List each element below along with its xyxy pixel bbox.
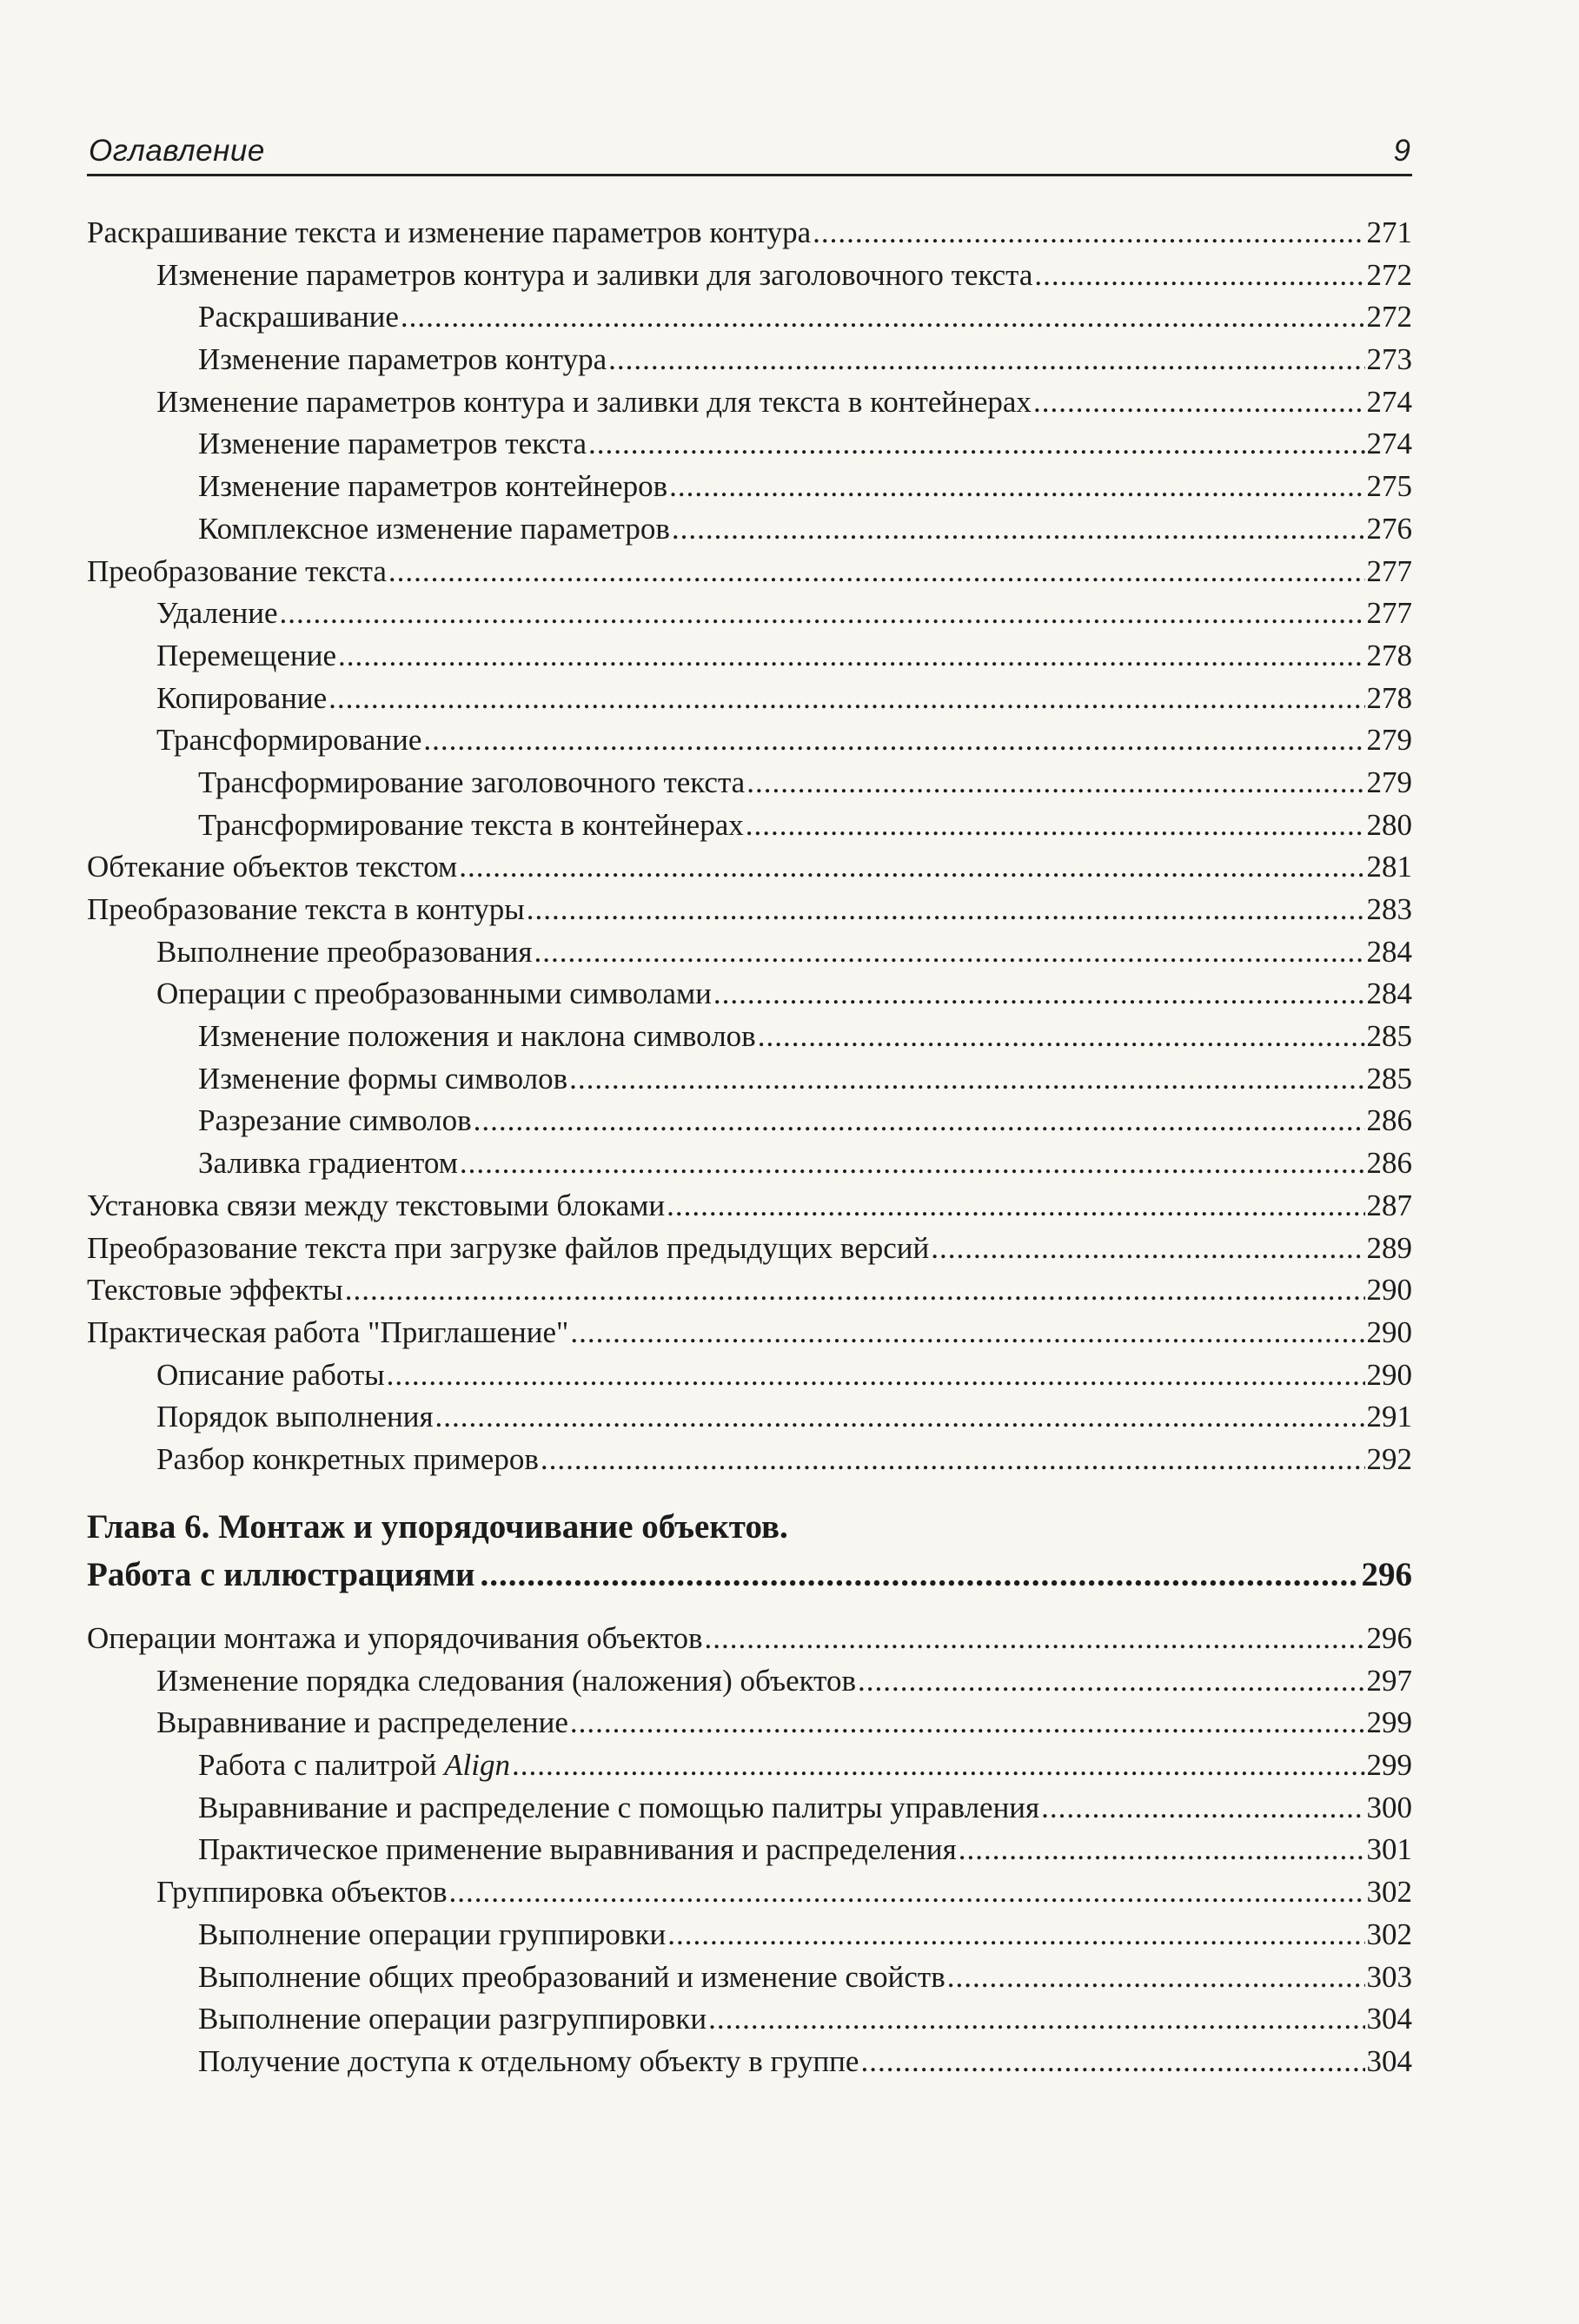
toc-entry — [87, 1791, 1412, 1833]
dot-leader — [280, 596, 1365, 631]
toc-entry — [87, 765, 1412, 808]
toc-entry-label: Выполнение операции разгруппировки — [198, 2002, 707, 2036]
dot-leader — [713, 977, 1365, 1011]
toc-entry — [87, 342, 1412, 385]
toc-entry-page-number: 281 — [1366, 850, 1412, 884]
dot-leader — [608, 342, 1364, 377]
toc-entry-page-number: 291 — [1366, 1400, 1412, 1434]
toc-entry-page-number: 274 — [1366, 427, 1412, 461]
toc-entry-label-text: Работа с палитрой — [198, 1748, 445, 1783]
toc-entry-page-number: 302 — [1366, 1875, 1412, 1910]
toc-entry-label: Трансформирование заголовочного текста — [198, 765, 746, 799]
dot-leader — [388, 554, 1365, 589]
toc-entry-label-italic: Align — [444, 1748, 510, 1783]
toc-entry — [87, 1315, 1412, 1358]
toc-entry-label: Обтекание объектов текстом — [87, 850, 458, 884]
dot-leader — [858, 1664, 1365, 1698]
toc-entry-label: Преобразование текста при загрузке файлов предыдущих версий — [87, 1230, 930, 1265]
dot-leader — [570, 1705, 1365, 1740]
toc-entry-page-number: 290 — [1366, 1357, 1412, 1392]
toc-entry-page-number: 275 — [1366, 469, 1412, 504]
running-header-page-number: 9 — [1393, 134, 1410, 168]
toc-entry — [87, 2044, 1412, 2087]
dot-leader — [705, 1621, 1365, 1656]
toc-entry-page-number: 276 — [1366, 511, 1412, 546]
toc-entry-page-number: 277 — [1366, 553, 1412, 588]
toc-entry — [87, 1103, 1412, 1146]
toc-entry — [87, 850, 1412, 892]
toc-entry-page-number: 285 — [1366, 1019, 1412, 1054]
toc-entry-page-number: 296 — [1366, 1621, 1412, 1655]
toc-entry-label: Трансформирование — [156, 723, 422, 758]
toc-entry-label: Изменение порядка следования (наложения) объектов — [156, 1663, 856, 1698]
toc-entry-page-number: 277 — [1366, 596, 1412, 631]
dot-leader — [534, 935, 1365, 970]
dot-leader — [527, 892, 1365, 927]
toc-entry-label: Изменение параметров контура и заливки для текста в контейнерах — [156, 384, 1032, 419]
toc-entry — [87, 469, 1412, 512]
toc-entry-label: Выполнение общих преобразований и изменение свойств — [198, 1959, 945, 1994]
dot-leader — [541, 1442, 1365, 1477]
dot-leader — [328, 681, 1364, 716]
toc-entry-page-number: 279 — [1366, 765, 1412, 799]
toc-entry-label: Заливка градиентом — [198, 1146, 458, 1181]
dot-leader — [931, 1231, 1364, 1266]
dot-leader — [474, 1103, 1365, 1138]
toc-entry-page-number: 272 — [1366, 257, 1412, 292]
toc-entry-label: Порядок выполнения — [156, 1400, 434, 1434]
toc-entry — [87, 385, 1412, 427]
toc-entry — [87, 1832, 1412, 1875]
toc-entry-label: Операции с преобразованными символами — [156, 977, 712, 1011]
chapter-title-line2: Работа с иллюстрациями — [87, 1556, 475, 1593]
toc-entry-page-number: 271 — [1366, 215, 1412, 249]
toc-entry-page-number: 284 — [1366, 934, 1412, 969]
toc-entry-page-number: 280 — [1366, 807, 1412, 842]
toc-entry-label: Выполнение операции группировки — [198, 1917, 667, 1951]
toc-entry-page-number: 286 — [1366, 1103, 1412, 1138]
chapter-heading — [87, 1555, 1412, 1594]
dot-leader — [338, 639, 1364, 673]
toc-entry-label: Изменение параметров контура и заливки для заголовочного текста — [156, 257, 1033, 292]
toc-entry-page-number: 289 — [1366, 1230, 1412, 1265]
toc-entry — [87, 1664, 1412, 1706]
toc-entry-page-number: 299 — [1366, 1705, 1412, 1740]
toc-entry — [87, 1442, 1412, 1485]
toc-entry-page-number: 301 — [1366, 1832, 1412, 1867]
toc-entry-label: Комплексное изменение параметров — [198, 511, 670, 546]
toc-entry — [87, 1146, 1412, 1188]
dot-leader — [480, 1555, 1356, 1594]
dot-leader — [708, 2002, 1364, 2036]
toc-entry-label: Раскрашивание текста и изменение параметров контура — [87, 215, 812, 249]
toc-entry-page-number: 283 — [1366, 892, 1412, 926]
dot-leader — [746, 765, 1364, 800]
toc-entry — [87, 258, 1412, 301]
toc-entry — [87, 1062, 1412, 1104]
toc-entry-label: Операции монтажа и упорядочивания объектов — [87, 1621, 703, 1655]
chapter-page-number: 296 — [1361, 1556, 1412, 1593]
toc-entry-label — [198, 1748, 510, 1783]
dot-leader — [512, 1748, 1365, 1783]
toc-entry-label: Удаление — [156, 596, 278, 631]
toc-entry — [87, 1875, 1412, 1917]
toc-entry — [87, 1273, 1412, 1315]
toc-entry-page-number: 278 — [1366, 638, 1412, 672]
toc-entry — [87, 1705, 1412, 1748]
toc-entry-page-number: 286 — [1366, 1146, 1412, 1181]
dot-leader — [459, 850, 1364, 884]
toc-entry-label: Практическая работа "Приглашение" — [87, 1314, 569, 1349]
dot-leader — [423, 723, 1364, 758]
chapter-title-line1: Глава 6. Монтаж и упорядочивание объектов. — [87, 1508, 788, 1546]
dot-leader — [1041, 1791, 1364, 1825]
toc-entry-page-number: 290 — [1366, 1273, 1412, 1308]
dot-leader — [460, 1146, 1365, 1181]
toc-entry — [87, 596, 1412, 639]
toc-entry — [87, 1358, 1412, 1400]
toc-entry-label: Разрезание символов — [198, 1103, 472, 1138]
toc-entry-page-number: 299 — [1366, 1748, 1412, 1783]
toc-list-chapter — [87, 1621, 1412, 2087]
toc-entry-page-number: 297 — [1366, 1663, 1412, 1698]
toc-entry-label: Преобразование текста — [87, 553, 387, 588]
toc-entry-page-number: 278 — [1366, 680, 1412, 715]
toc-entry-page-number: 300 — [1366, 1790, 1412, 1824]
toc-entry — [87, 639, 1412, 681]
toc-entry-label: Выравнивание и распределение — [156, 1705, 568, 1740]
dot-leader — [387, 1358, 1365, 1393]
toc-entry-label: Раскрашивание — [198, 300, 399, 334]
toc-entry — [87, 977, 1412, 1019]
toc-entry — [87, 892, 1412, 935]
toc-entry — [87, 1400, 1412, 1442]
toc-entry-page-number: 285 — [1366, 1061, 1412, 1096]
toc-entry — [87, 723, 1412, 765]
toc-entry-page-number: 292 — [1366, 1441, 1412, 1476]
dot-leader — [1034, 258, 1364, 293]
toc-entry-label: Выполнение преобразования — [156, 934, 533, 969]
toc-entry-label: Текстовые эффекты — [87, 1273, 343, 1308]
toc-entry — [87, 935, 1412, 977]
dot-leader — [569, 1062, 1364, 1096]
toc-entry-page-number: 273 — [1366, 342, 1412, 377]
dot-leader — [959, 1832, 1365, 1867]
toc-entry-label: Группировка объектов — [156, 1875, 448, 1910]
dot-leader — [860, 2044, 1364, 2079]
dot-leader — [588, 427, 1364, 461]
toc-entry-label: Установка связи между текстовыми блоками — [87, 1188, 666, 1222]
toc-entry — [87, 215, 1412, 258]
toc-entry — [87, 427, 1412, 469]
toc-entry — [87, 1960, 1412, 2003]
toc-entry-label: Изменение параметров контура — [198, 342, 607, 377]
toc-entry-page-number: 303 — [1366, 1959, 1412, 1994]
dot-leader — [667, 1917, 1364, 1952]
toc-entry-label: Получение доступа к отдельному объекту в группе — [198, 2043, 859, 2078]
toc-entry — [87, 300, 1412, 342]
toc-entry — [87, 1917, 1412, 1960]
dot-leader — [672, 512, 1365, 546]
toc-entry-label: Изменение параметров текста — [198, 427, 587, 461]
toc-entry-page-number: 302 — [1366, 1917, 1412, 1951]
toc-entry-label: Перемещение — [156, 638, 337, 672]
toc-entry-page-number: 304 — [1366, 2002, 1412, 2036]
toc-entry-label: Разбор конкретных примеров — [156, 1441, 539, 1476]
toc-entry-page-number: 284 — [1366, 977, 1412, 1011]
dot-leader — [669, 469, 1364, 504]
toc-entry — [87, 2002, 1412, 2044]
dot-leader — [401, 300, 1365, 334]
toc-entry-label: Трансформирование текста в контейнерах — [198, 807, 744, 842]
dot-leader — [746, 808, 1365, 843]
toc-entry — [87, 1621, 1412, 1664]
toc-entry-label: Преобразование текста в контуры — [87, 892, 525, 926]
dot-leader — [435, 1400, 1365, 1434]
dot-leader — [1033, 385, 1365, 420]
dot-leader — [667, 1188, 1364, 1223]
toc-entry-label: Описание работы — [156, 1357, 385, 1392]
toc-entry-page-number: 287 — [1366, 1188, 1412, 1222]
page-header — [87, 129, 1412, 176]
dot-leader — [570, 1315, 1364, 1350]
toc-entry-label: Выравнивание и распределение с помощью палитры управления — [198, 1790, 1040, 1824]
toc-entry — [87, 808, 1412, 851]
toc-entry-label: Копирование — [156, 680, 328, 715]
toc-entry — [87, 1188, 1412, 1231]
toc-entry — [87, 554, 1412, 597]
toc-entry-label: Изменение параметров контейнеров — [198, 469, 668, 504]
toc-entry — [87, 1748, 1412, 1791]
toc-entry-page-number: 272 — [1366, 300, 1412, 334]
dot-leader — [449, 1875, 1365, 1910]
toc-entry-page-number: 304 — [1366, 2043, 1412, 2078]
toc-entry-page-number: 279 — [1366, 723, 1412, 758]
toc-entry-page-number: 274 — [1366, 384, 1412, 419]
toc-entry-label: Изменение положения и наклона символов — [198, 1019, 756, 1054]
toc-entry-label: Изменение формы символов — [198, 1061, 568, 1096]
dot-leader — [758, 1019, 1365, 1054]
dot-leader — [345, 1273, 1365, 1308]
running-header-title: Оглавление — [89, 134, 265, 168]
toc-entry-label: Практическое применение выравнивания и распределения — [198, 1832, 957, 1867]
dot-leader — [947, 1960, 1365, 1995]
toc-entry — [87, 681, 1412, 724]
toc-entry — [87, 1019, 1412, 1062]
toc-list — [87, 215, 1412, 1485]
toc-entry — [87, 1231, 1412, 1274]
toc-entry — [87, 512, 1412, 554]
toc-entry-page-number: 290 — [1366, 1314, 1412, 1349]
dot-leader — [813, 215, 1364, 250]
